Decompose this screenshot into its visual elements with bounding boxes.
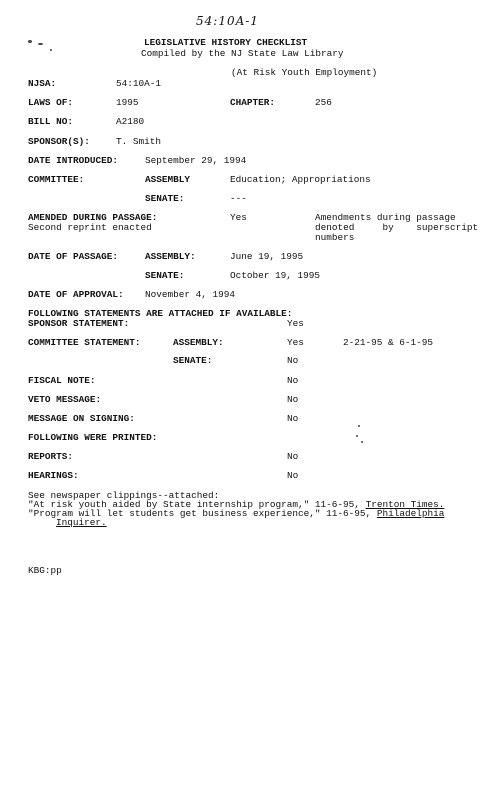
njsa-label: NJSA: [28, 78, 57, 89]
scan-speck [38, 43, 43, 45]
clipping-source: Philadelphia [376, 508, 445, 519]
clipping-source: Trenton Times. [365, 499, 445, 510]
sponsor-value: T. Smith [116, 136, 162, 147]
amended-remark-line: Amendments during passage [315, 212, 456, 223]
clipping-headline: "Program will let students get business experience," 11-6-95, [28, 508, 377, 519]
date-of-approval-value: November 4, 1994 [145, 289, 236, 300]
scan-speck [50, 49, 52, 51]
reports-label: REPORTS: [28, 451, 74, 462]
initials: KBG:pp [28, 565, 62, 576]
clipping-source-continued: Inquirer. [56, 517, 107, 528]
committee-label: COMMITTEE: [28, 174, 85, 185]
laws-of-label: LAWS OF: [28, 97, 74, 108]
sponsor-label: SPONSOR(S): [28, 136, 90, 147]
committee-statement-dates: 2-21-95 & 6-1-95 [343, 337, 434, 348]
amended-note: Second reprint enacted [28, 222, 152, 233]
hearings-value: No [287, 470, 299, 481]
passage-senate-label: SENATE: [145, 270, 185, 281]
sponsor-statement-value: Yes [287, 318, 304, 329]
scan-speck [361, 441, 363, 443]
committee-statement-label: COMMITTEE STATEMENT: [28, 337, 141, 348]
njsa-value: 54:10A-1 [116, 78, 162, 89]
date-introduced-value: September 29, 1994 [145, 155, 247, 166]
committee-statement-senate-value: No [287, 355, 299, 366]
passage-assembly-value: June 19, 1995 [230, 251, 304, 262]
amended-label: AMENDED DURING PASSAGE: [28, 212, 158, 223]
passage-senate-value: October 19, 1995 [230, 270, 321, 281]
veto-message-value: No [287, 394, 299, 405]
chapter-value: 256 [315, 97, 332, 108]
committee-statement-assembly-label: ASSEMBLY: [173, 337, 224, 348]
committee-statement-assembly-value: Yes [287, 337, 304, 348]
following-printed-heading: FOLLOWING WERE PRINTED: [28, 432, 158, 443]
scan-speck [356, 435, 358, 437]
clipping-headline: "At risk youth aided by State internship program," 11-6-95, [28, 499, 366, 510]
document-subtitle: Compiled by the NJ State Law Library [141, 48, 344, 59]
fiscal-note-value: No [287, 375, 299, 386]
date-of-passage-label: DATE OF PASSAGE: [28, 251, 119, 262]
message-on-signing-label: MESSAGE ON SIGNING: [28, 413, 135, 424]
bill-no-value: A2180 [116, 116, 145, 127]
date-of-approval-label: DATE OF APPROVAL: [28, 289, 124, 300]
scan-speck [358, 425, 360, 427]
veto-message-label: VETO MESSAGE: [28, 394, 102, 405]
fiscal-note-label: FISCAL NOTE: [28, 375, 96, 386]
laws-of-value: 1995 [116, 97, 139, 108]
amended-remark-line: denoted by superscript [315, 222, 479, 233]
committee-senate-value: --- [230, 193, 247, 204]
short-title: (At Risk Youth Employment) [231, 67, 378, 78]
message-on-signing-value: No [287, 413, 299, 424]
chapter-label: CHAPTER: [230, 97, 276, 108]
scan-speck [28, 40, 32, 43]
date-introduced-label: DATE INTRODUCED: [28, 155, 119, 166]
bill-no-label: BILL NO: [28, 116, 74, 127]
reports-value: No [287, 451, 299, 462]
amended-remark-line: numbers [315, 232, 355, 243]
hearings-label: HEARINGS: [28, 470, 79, 481]
document-title: LEGISLATIVE HISTORY CHECKLIST [144, 37, 308, 48]
amended-value: Yes [230, 212, 247, 223]
committee-assembly-value: Education; Appropriations [230, 174, 371, 185]
passage-assembly-label: ASSEMBLY: [145, 251, 196, 262]
committee-senate-label: SENATE: [145, 193, 185, 204]
committee-statement-senate-label: SENATE: [173, 355, 213, 366]
handwritten-note: 54:10A-1 [196, 14, 259, 28]
following-attached-heading: FOLLOWING STATEMENTS ARE ATTACHED IF AVAILABLE: [28, 308, 293, 319]
committee-assembly-label: ASSEMBLY [145, 174, 191, 185]
sponsor-statement-label: SPONSOR STATEMENT: [28, 318, 130, 329]
clippings-intro: See newspaper clippings--attached: [28, 490, 220, 501]
